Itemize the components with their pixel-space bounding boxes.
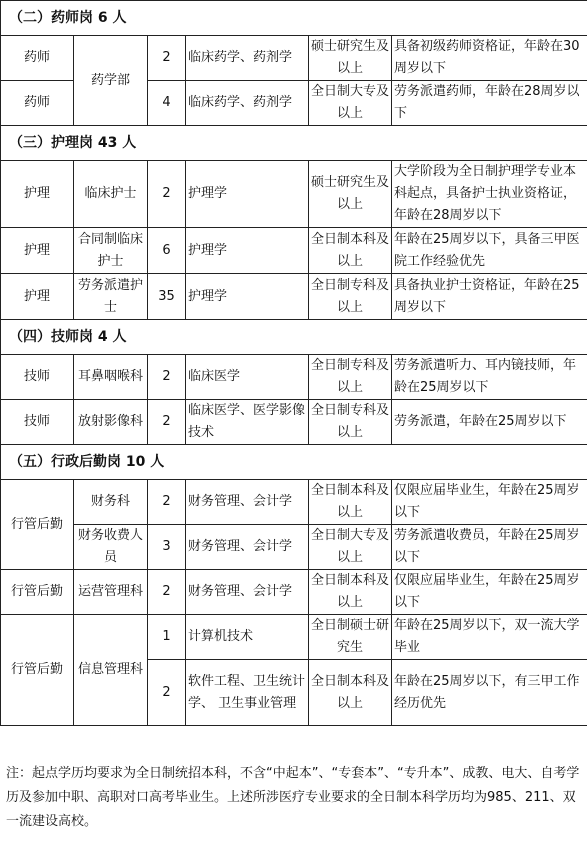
cell-major: 临床医学、医学影像技术 xyxy=(186,400,309,445)
cell-edu: 全日制本科及以上 xyxy=(309,570,392,615)
cell-edu: 全日制专科及以上 xyxy=(309,355,392,400)
cell-major: 临床药学、药剂学 xyxy=(186,81,309,126)
cell-post: 药师 xyxy=(1,81,74,126)
cell-dept: 财务收费人员 xyxy=(74,525,148,570)
cell-count: 2 xyxy=(148,570,186,615)
cell-count: 2 xyxy=(148,161,186,228)
cell-post: 行管后勤 xyxy=(1,615,74,726)
cell-post: 药师 xyxy=(1,36,74,81)
cell-dept: 运营管理科 xyxy=(74,570,148,615)
cell-edu: 硕士研究生及以上 xyxy=(309,161,392,228)
cell-count: 6 xyxy=(148,228,186,274)
cell-major: 财务管理、会计学 xyxy=(186,525,309,570)
cell-post: 护理 xyxy=(1,274,74,320)
cell-major: 护理学 xyxy=(186,274,309,320)
section-title: （五）行政后勤岗 10 人 xyxy=(1,445,587,480)
cell-req: 具备初级药师资格证，年龄在30周岁以下 xyxy=(392,36,587,81)
cell-major: 计算机技术 xyxy=(186,615,309,660)
cell-post: 护理 xyxy=(1,228,74,274)
cell-edu: 全日制大专及以上 xyxy=(309,81,392,126)
table-row xyxy=(1,570,587,615)
cell-dept: 合同制临床护士 xyxy=(74,228,148,274)
cell-dept: 临床护士 xyxy=(74,161,148,228)
cell-edu: 全日制本科及以上 xyxy=(309,660,392,726)
cell-req: 劳务派遣收费员，年龄在25周岁以下 xyxy=(392,525,587,570)
cell-req: 仅限应届毕业生，年龄在25周岁以下 xyxy=(392,570,587,615)
cell-edu: 全日制本科及以上 xyxy=(309,228,392,274)
cell-major: 临床药学、药剂学 xyxy=(186,36,309,81)
cell-count: 35 xyxy=(148,274,186,320)
cell-count: 3 xyxy=(148,525,186,570)
cell-count: 2 xyxy=(148,36,186,81)
table-row xyxy=(1,228,587,274)
cell-req: 劳务派遣药师，年龄在28周岁以下 xyxy=(392,81,587,126)
cell-major: 护理学 xyxy=(186,228,309,274)
section-title: （二）药师岗 6 人 xyxy=(1,1,587,36)
cell-major: 财务管理、会计学 xyxy=(186,570,309,615)
cell-req: 年龄在25周岁以下，有三甲工作经历优先 xyxy=(392,660,587,726)
cell-major: 护理学 xyxy=(186,161,309,228)
cell-count: 2 xyxy=(148,660,186,726)
cell-req: 大学阶段为全日制护理学专业本科起点，具备护士执业资格证，年龄在28周岁以下 xyxy=(392,161,587,228)
cell-count: 2 xyxy=(148,400,186,445)
cell-dept: 劳务派遣护士 xyxy=(74,274,148,320)
table-row xyxy=(1,355,587,400)
cell-req: 仅限应届毕业生，年龄在25周岁以下 xyxy=(392,480,587,525)
table-row xyxy=(1,480,587,525)
cell-edu: 全日制专科及以上 xyxy=(309,400,392,445)
cell-post: 护理 xyxy=(1,161,74,228)
cell-major: 临床医学 xyxy=(186,355,309,400)
cell-req: 劳务派遣，年龄在25周岁以下 xyxy=(392,400,587,445)
cell-post: 技师 xyxy=(1,355,74,400)
cell-major: 财务管理、会计学 xyxy=(186,480,309,525)
cell-dept: 药学部 xyxy=(74,36,148,126)
cell-major: 软件工程、卫生统计学、 卫生事业管理 xyxy=(186,660,309,726)
cell-edu: 全日制本科及以上 xyxy=(309,480,392,525)
table-row xyxy=(1,36,587,81)
cell-post: 行管后勤 xyxy=(1,480,74,570)
table-row xyxy=(1,615,587,660)
cell-count: 4 xyxy=(148,81,186,126)
table-row xyxy=(1,525,587,570)
cell-req: 劳务派遣听力、耳内镜技师，年龄在25周岁以下 xyxy=(392,355,587,400)
cell-post: 行管后勤 xyxy=(1,570,74,615)
footnote: 注：起点学历均要求为全日制统招本科，不含“中起本”、“专套本”、“专升本”、成教、电大、自考学历及参加中职、高职对口高考毕业生。上述所涉医疗专业要求的全日制本科学历均为985、211、双一流建设高校。 xyxy=(6,766,580,829)
cell-edu: 全日制大专及以上 xyxy=(309,525,392,570)
cell-dept: 耳鼻咽喉科 xyxy=(74,355,148,400)
section-header-admin xyxy=(1,445,587,480)
cell-edu: 全日制硕士研究生 xyxy=(309,615,392,660)
cell-req: 年龄在25周岁以下，双一流大学毕业 xyxy=(392,615,587,660)
cell-dept: 放射影像科 xyxy=(74,400,148,445)
section-header-nursing xyxy=(1,126,587,161)
cell-count: 2 xyxy=(148,480,186,525)
cell-dept: 财务科 xyxy=(74,480,148,525)
cell-req: 具备执业护士资格证，年龄在25周岁以下 xyxy=(392,274,587,320)
cell-count: 2 xyxy=(148,355,186,400)
table-row xyxy=(1,400,587,445)
section-header-technician xyxy=(1,320,587,355)
cell-count: 1 xyxy=(148,615,186,660)
table-row xyxy=(1,274,587,320)
cell-dept: 信息管理科 xyxy=(74,615,148,726)
section-title: （四）技师岗 4 人 xyxy=(1,320,587,355)
cell-req: 年龄在25周岁以下，具备三甲医院工作经验优先 xyxy=(392,228,587,274)
section-title: （三）护理岗 43 人 xyxy=(1,126,587,161)
section-header-pharmacist xyxy=(1,1,587,36)
cell-post: 技师 xyxy=(1,400,74,445)
table-row xyxy=(1,161,587,228)
cell-edu: 全日制专科及以上 xyxy=(309,274,392,320)
cell-edu: 硕士研究生及以上 xyxy=(309,36,392,81)
